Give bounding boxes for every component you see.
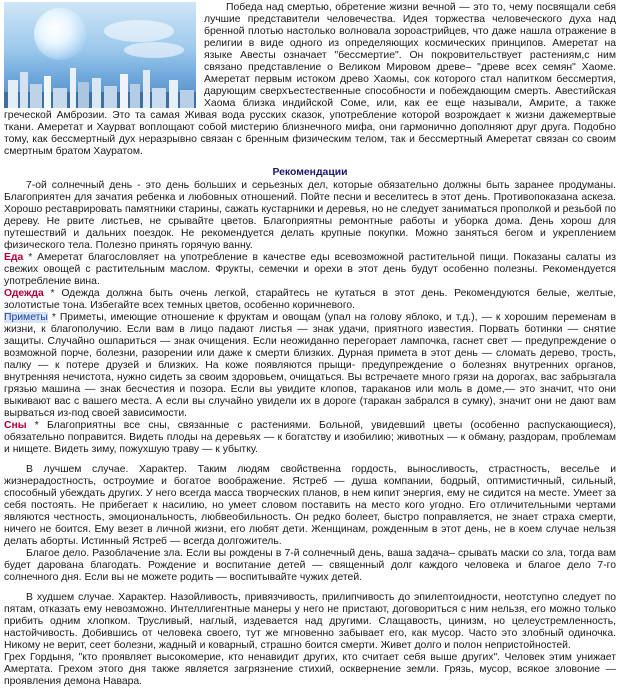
omens-text: * Приметы, имеющие отношение к фруктам и овощам (упал на голову яблоко, и т.д.), — к хорошим переменам в жизни, к благополучию. Если вам в лицо падают листья — знак удачи, приятного известия. Порвать ботинки — снятие защиты. Случайно ошпариться — знак очищения. Если неожиданно перегорает лампочка, гаснет свет — предупреждение о возможной порче, болезни, разорении или даже к смерти близких. Дурная примета в этот день — сломать дерево, трость, палку — к потере друзей и близких. На коже появляются прыщи- предупреждение о болезнях внутренних органов, внутренняя нечистота, нужно сидеть за своим здоровьем, очищаться. Вы встречаете много грязи на дорогах, вас забрызгала грязью машина — знак бесчестия и позора. Если вы увидите клопов, тараканов или моль в доме,— это значит, что они выкивают вас с вашего места. А если вы случайно увидели их в дороге (таракан забрался в сумку), значит они не дают вам вырваться из-под своей зависимости.: [4, 312, 617, 419]
food-label: Еда: [4, 252, 24, 263]
spacer: [4, 456, 616, 464]
sin-paragraph: Грех Гордыня, "кто проявляет высокомерие, кто ненавидит других, кто считает себя выше других". Человек этим унижает Амертата. Грехом этого дня также является загрязнение стихий, осквернение земли. Грязь, мусор, всякое зловоние — проявления демона Навара.: [4, 652, 616, 687]
recommendations-paragraph: 7-ой солнечный день - это день больших и серьезных дел, которые обязательно должны быть заранее продуманы. Благоприятен для зачатия ребенка и любовных отношений. Пойте песни и веселитесь в этот день. Противопоказана аскеза. Хорошо реставрировать памятники старины, сажать кустарники и деревья, но не следует заниматься прополкой и резьбой по дереву. Не рвите листьев, не срывайте цветов. Благоприятны ремонтные работы и уборка дома. День хорош для путешествий и дальних поездок. Не рекомендуется делать крупные покупки. Можно заняться бегом и укреплением физического тела. Полезно принять горячую ванну.: [4, 180, 616, 251]
intro-paragraph: Победа над смертью, обретение жизни вечной — это то, чему посвящали себя лучшие представители человечества. Идея торжества человеческого духа над бренной плотью настолько волновала зороастрийцев, что даже нашла отражение в религии в виде одного из определяющих космических принципов. Амеретат на языке Авесты означает "бессмертие". Он покровительствует растениям,с ним связано представление о Великом Мировом древе– "древе всех семян" Хаоме. Амеретат первым истоком древо Хаомы, сок которого стал напитком бессмертия, дарующим сверхъестественные способности и побеждающим смерть. Авестийская Хаома близка индийской Соме, или, как ее еще называли, Амрите, а также греческой Амброзии. Это та самая Живая вода русских сказок, употребление которой возрождает к жизни дажемертвые ткани. Амеретат и Хаурват воплощают собой мистерию близнечного мифа, они гармонично дополняют друг друга. Подобно тому, как бессмертный дух неразрывно связан с бренным физическим телом, так и бессмертный Амеретат связан со своим смертным братом Хауратом.: [4, 2, 616, 157]
dreams-paragraph: [4, 420, 616, 456]
spacer: [4, 584, 616, 592]
best-case-paragraph: В лучшем случае. Характер. Таким людям свойственна гордость, выносливость, страстность, веселье и жизнерадостность, остроумие и богатое воображение. Ястреб — душа компании, бодрый, оптимистичный, сильный, способный убеждать других. У него всегда масса творческих планов, в нем кипит энергия, ему не сидится на месте. Умеет за себя постоять. Не прибегает к насилию, но умеет словом поставить на место кого угодно. Его отличительными чертами являются честность, эмоциональность, любвеобильность. Он редко болеет, быстро поправляется, не знает страха смерти, ничего не боится. Ему везет в личной жизни, его любят дети. Женщинам, рожденным в этот день, не в коем случае нельзя делать аборты. Истинный Ястреб — всегда долгожитель.: [4, 464, 616, 547]
header-image: [4, 2, 196, 108]
food-text: * Амеретат благословляет на употребление в качестве еды всевозможной растительной пищи. Показаны салаты из свежих овощей с растительным маслом. Фрукты, семечки и орехи в этот день будут особенно полезны. Рекомендуется употребление вина.: [4, 252, 616, 287]
sun-glow: [34, 8, 86, 60]
cloud-shape: [104, 20, 174, 42]
omens-paragraph: [4, 312, 616, 420]
spacer: [4, 158, 616, 166]
city-skyline: [4, 62, 196, 108]
dreams-text: * Благоприятны все сны, связанные с растениями. Больной, увидевший цветы (особенно распускающиеся), обязательно поправится. Видеть плоды на деревьях — к богатству и изобилию; животных — к обману, раздорам, проблемам и нищете. Видеть зиму, пожухшую траву — к убытку.: [4, 420, 616, 455]
clothing-label: Одежда: [4, 288, 44, 299]
clothing-text: * Одежда должна быть очень легкой, старайтесь не кутаться в этот день. Рекомендуются белые, желтые, золотистые тона. Избегайте всех темных цветов, особенно коричневого.: [4, 288, 616, 311]
clothing-paragraph: [4, 288, 616, 312]
omens-label: Приметы: [4, 312, 48, 323]
food-paragraph: [4, 252, 616, 288]
worst-case-paragraph: В худшем случае. Характер. Назойливость, привязчивость, прилипчивость до эпилептоидности, неотступно следует по пятам, отказать ему невозможно. Интеллигентные манеры у него не пристают, договориться с ним нельзя, его можно только прибить одним хлопком. Трусливый, наглый, издевается над другими. Слащавость, цинизм, но целеустремленность, настойчивость. Добившись от человека своего, тут же мгновенно забывает его, как мусор. Часто это злобный одиночка. Никому не верит, сеет болезни, жадный и коварный, страшно боится смерти. Живет долго и полон непристойностей.: [4, 592, 616, 651]
good-deed-paragraph: Благое дело. Разоблачение зла. Если вы рождены в 7-й солнечный день, ваша задача– срывать маски со зла, тогда вам будет дарована благодать. Рождение и воспитание детей — священный долг каждого человека и благое дело 7-го солнечного дня. Если вы не можете родить — воспитывайте чужих детей.: [4, 548, 616, 583]
dreams-label: Сны: [4, 420, 27, 431]
cloud-shape: [124, 42, 184, 58]
section-title: Рекомендации: [272, 167, 348, 178]
